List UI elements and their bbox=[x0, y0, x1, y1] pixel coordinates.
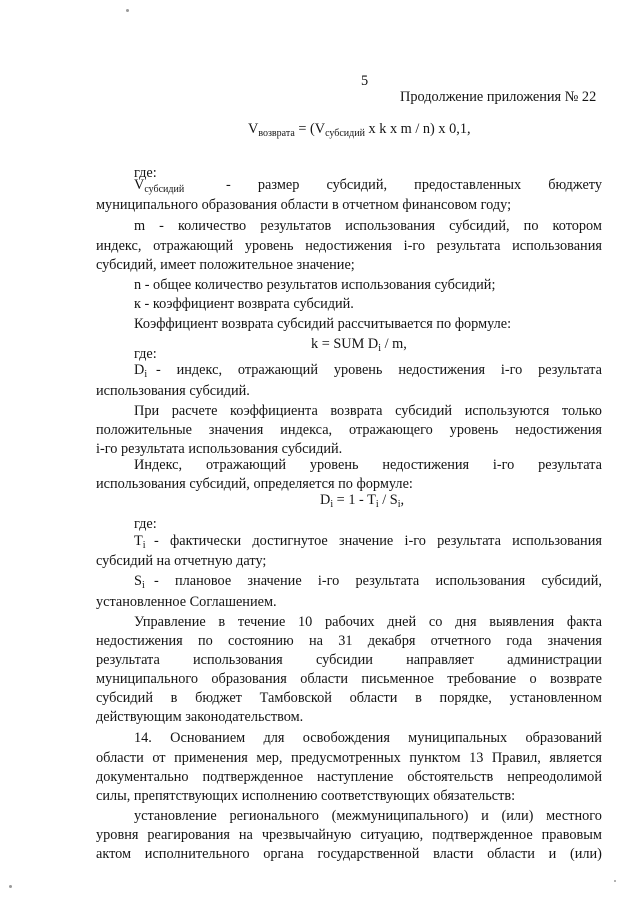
s-symbol-letter: S bbox=[134, 573, 142, 589]
word: выявления bbox=[489, 614, 555, 630]
word: 10 bbox=[298, 614, 313, 630]
word: непреодолимой bbox=[507, 769, 602, 785]
m-definition-line3: субсидий, имеет положительное значение; bbox=[96, 257, 355, 273]
word: расчете bbox=[171, 403, 218, 419]
word: достигнутое bbox=[252, 533, 328, 549]
d-definition-line2: использования субсидий. bbox=[96, 383, 250, 399]
formula-d-sub: i bbox=[397, 499, 401, 510]
positive-para-line1 bbox=[134, 403, 602, 420]
word: результатов bbox=[260, 218, 332, 234]
word: обстоятельств bbox=[407, 769, 494, 785]
word: муниципального bbox=[96, 671, 199, 687]
formula-d-part: , bbox=[400, 492, 405, 508]
word: недостижения bbox=[398, 362, 486, 378]
word: значение bbox=[339, 533, 394, 549]
positive-para-line3: i-го результата использования субсидий. bbox=[96, 441, 343, 457]
word: (или) bbox=[501, 808, 534, 824]
word: порядке, bbox=[439, 690, 492, 706]
word: положительные bbox=[96, 422, 192, 438]
t-symbol-letter: T bbox=[134, 533, 143, 549]
word: плановое bbox=[174, 573, 232, 589]
word: органа bbox=[263, 846, 304, 862]
v-symbol-letter: V bbox=[134, 177, 145, 193]
word: установление bbox=[134, 808, 217, 824]
word: предусмотренных bbox=[291, 750, 401, 766]
word: администрации bbox=[507, 652, 602, 668]
word: - bbox=[154, 573, 159, 589]
word: применения bbox=[174, 750, 248, 766]
regional-para-line2 bbox=[96, 827, 602, 844]
t-definition-line2: субсидий на отчетную дату; bbox=[96, 553, 267, 569]
word: государственной bbox=[317, 846, 420, 862]
word: по bbox=[197, 633, 213, 649]
word: состоянию bbox=[228, 633, 294, 649]
word: недостижения bbox=[305, 238, 392, 254]
word: недостижения bbox=[96, 633, 183, 649]
word: документально bbox=[96, 769, 189, 785]
word: со bbox=[428, 614, 443, 630]
word: в bbox=[415, 690, 422, 706]
word: значения bbox=[547, 633, 602, 649]
word: направляет bbox=[406, 652, 474, 668]
formula-return-part: x k x m / n) x 0,1, bbox=[364, 121, 471, 137]
regional-para-line3 bbox=[96, 846, 602, 863]
word: Правил, bbox=[491, 750, 541, 766]
d-symbol bbox=[134, 362, 156, 379]
word: субсидий, bbox=[326, 177, 388, 193]
n-definition: n - общее количество результатов использования субсидий; bbox=[134, 277, 496, 293]
word: индекса, bbox=[280, 422, 333, 438]
word: результата bbox=[437, 533, 501, 549]
m-definition-line2 bbox=[96, 238, 602, 255]
word: факта bbox=[566, 614, 602, 630]
formula-d-part: / S bbox=[378, 492, 398, 508]
word: использования bbox=[345, 218, 436, 234]
item14-line1 bbox=[134, 730, 602, 747]
word: значения bbox=[208, 422, 264, 438]
appendix-continuation-label: Продолжение приложения № 22 bbox=[400, 89, 597, 105]
management-para-line5 bbox=[96, 690, 602, 707]
word: муниципальных bbox=[408, 730, 508, 746]
word: m bbox=[134, 218, 146, 234]
word: чрезвычайную bbox=[261, 827, 352, 843]
word: субсидий bbox=[96, 690, 153, 706]
management-para-line2 bbox=[96, 633, 602, 650]
formula-k-part: k = SUM D bbox=[311, 336, 379, 352]
word: актом bbox=[96, 846, 132, 862]
s-symbol bbox=[134, 573, 154, 590]
word: уровня bbox=[96, 827, 139, 843]
word: от bbox=[152, 750, 166, 766]
word: области bbox=[349, 690, 398, 706]
t-definition-line1 bbox=[134, 533, 602, 550]
formula-return bbox=[248, 121, 471, 138]
word: использования bbox=[193, 652, 283, 668]
word: i-го bbox=[403, 238, 425, 254]
word: области bbox=[300, 671, 348, 687]
coefficient-intro: Коэффициент возврата субсидий рассчитывается по формуле: bbox=[134, 316, 512, 332]
word: предоставленных bbox=[414, 177, 522, 193]
word: пунктом bbox=[409, 750, 461, 766]
word: для bbox=[263, 730, 285, 746]
word: по bbox=[523, 218, 539, 234]
word: - bbox=[226, 177, 231, 193]
v-symbol bbox=[134, 177, 226, 194]
word: использования bbox=[512, 238, 602, 254]
word: образования bbox=[211, 671, 287, 687]
d-definition-line1 bbox=[134, 362, 602, 379]
v-definition-words bbox=[226, 177, 602, 194]
word: - bbox=[154, 533, 159, 549]
word: является bbox=[549, 750, 602, 766]
word: субсидий bbox=[395, 403, 453, 419]
word: ситуацию, bbox=[360, 827, 424, 843]
formula-d-sub: i bbox=[330, 499, 334, 510]
v-symbol-sub: субсидий bbox=[144, 184, 185, 195]
management-para-line4 bbox=[96, 671, 602, 688]
word: подтвержденное bbox=[202, 769, 304, 785]
formula-d-sub: i bbox=[375, 499, 379, 510]
where-label: где: bbox=[134, 165, 157, 181]
s-definition-line1 bbox=[134, 573, 602, 590]
word: наступление bbox=[317, 769, 394, 785]
word: освобождения bbox=[302, 730, 390, 746]
item14-line3 bbox=[96, 769, 602, 786]
index-para-line1 bbox=[134, 457, 602, 474]
where-label: где: bbox=[134, 346, 157, 362]
word: фактически bbox=[170, 533, 242, 549]
t-symbol bbox=[134, 533, 154, 550]
word: и bbox=[481, 808, 489, 824]
word: года bbox=[506, 633, 533, 649]
word: (или) bbox=[569, 846, 602, 862]
word: рабочих bbox=[325, 614, 375, 630]
word: установленном bbox=[509, 690, 602, 706]
word: течение bbox=[237, 614, 286, 630]
word: уровень bbox=[333, 362, 383, 378]
t-definition-words bbox=[154, 533, 602, 550]
scan-speck bbox=[126, 9, 129, 12]
formula-k-part: / m, bbox=[381, 336, 407, 352]
word: отчетного bbox=[430, 633, 492, 649]
word: подтвержденное bbox=[432, 827, 533, 843]
management-para-line3 bbox=[96, 652, 602, 669]
word: возврате bbox=[550, 671, 602, 687]
word: реагирования bbox=[147, 827, 230, 843]
formula-return-part: = (V bbox=[294, 121, 326, 137]
word: возврата bbox=[330, 403, 383, 419]
word: субсидии bbox=[315, 652, 373, 668]
word: использования bbox=[512, 533, 602, 549]
word: недостижения bbox=[382, 457, 470, 473]
formula-d-part: = 1 - T bbox=[333, 492, 376, 508]
word: образований bbox=[525, 730, 602, 746]
k-definition: к - коэффициент возврата субсидий. bbox=[134, 296, 354, 312]
word: местного bbox=[546, 808, 602, 824]
word: о bbox=[529, 671, 537, 687]
word: субсидий, bbox=[449, 218, 510, 234]
word: уровень bbox=[244, 238, 294, 254]
word: Тамбовской bbox=[259, 690, 332, 706]
d-definition-words bbox=[156, 362, 602, 379]
word: коэффициента bbox=[230, 403, 318, 419]
formula-d bbox=[320, 492, 404, 509]
word: отражающий bbox=[153, 238, 234, 254]
word: требование bbox=[447, 671, 517, 687]
v-definition-line1 bbox=[134, 177, 602, 194]
m-definition-line1 bbox=[134, 218, 602, 235]
word: отражающий bbox=[237, 362, 318, 378]
word: индекс, bbox=[176, 362, 223, 378]
word: значение bbox=[247, 573, 302, 589]
word: области bbox=[487, 846, 535, 862]
formula-d-part: D bbox=[320, 492, 331, 508]
word: мер, bbox=[256, 750, 283, 766]
scan-speck bbox=[614, 880, 616, 882]
word: Индекс, bbox=[134, 457, 183, 473]
s-definition-line2: установленное Соглашением. bbox=[96, 594, 277, 610]
word: котором bbox=[552, 218, 602, 234]
index-para-line2: использования субсидий, определяется по формуле: bbox=[96, 476, 413, 492]
word: - bbox=[156, 362, 161, 378]
word: власти bbox=[433, 846, 474, 862]
regional-para-line1 bbox=[134, 808, 602, 825]
word: регионального bbox=[229, 808, 319, 824]
word: дня bbox=[455, 614, 477, 630]
word: области bbox=[96, 750, 144, 766]
word: результата bbox=[538, 362, 602, 378]
word: отражающего bbox=[349, 422, 433, 438]
word: 14. bbox=[134, 730, 152, 746]
word: результата bbox=[96, 652, 160, 668]
management-para-line6: действующим законодательством. bbox=[96, 709, 304, 725]
word: в bbox=[170, 690, 178, 706]
word: - bbox=[159, 218, 164, 234]
word: используются bbox=[464, 403, 550, 419]
word: на bbox=[308, 633, 323, 649]
word: на bbox=[238, 827, 253, 843]
v-definition-line2: муниципального образования области в отчетном финансовом году; bbox=[96, 197, 512, 213]
word: размер bbox=[257, 177, 300, 193]
word: правовым bbox=[541, 827, 602, 843]
word: результата bbox=[436, 238, 501, 254]
word: Управление bbox=[134, 614, 206, 630]
word: i-го bbox=[404, 533, 426, 549]
word: i-го bbox=[500, 362, 523, 378]
page-number: 5 bbox=[361, 73, 369, 89]
word: i-го bbox=[492, 457, 515, 473]
s-definition-words bbox=[154, 573, 602, 590]
formula-k-sub: i bbox=[378, 343, 382, 354]
d-symbol-sub: i bbox=[144, 369, 148, 380]
word: бюджет bbox=[195, 690, 242, 706]
word: субсидий, bbox=[541, 573, 602, 589]
formula-return-sub: субсидий bbox=[325, 128, 365, 139]
word: количество bbox=[177, 218, 247, 234]
word: 13 bbox=[469, 750, 484, 766]
word: (межмуниципального) bbox=[331, 808, 469, 824]
word: результата bbox=[538, 457, 602, 473]
management-para-line1 bbox=[134, 614, 602, 631]
formula-return-sub: возврата bbox=[258, 128, 295, 139]
word: i-го bbox=[317, 573, 340, 589]
word: уровень bbox=[309, 457, 359, 473]
formula-k bbox=[311, 336, 407, 353]
d-symbol-letter: D bbox=[134, 362, 145, 378]
s-symbol-sub: i bbox=[141, 580, 145, 591]
scan-speck bbox=[9, 885, 12, 888]
word: бюджету bbox=[548, 177, 602, 193]
word: 31 bbox=[338, 633, 353, 649]
word: и bbox=[548, 846, 557, 862]
word: Основанием bbox=[170, 730, 246, 746]
word: отражающий bbox=[205, 457, 287, 473]
positive-para-line2 bbox=[96, 422, 602, 439]
word: исполнительного bbox=[144, 846, 250, 862]
word: индекс, bbox=[96, 238, 142, 254]
word: недостижения bbox=[515, 422, 602, 438]
formula-return-part: V bbox=[248, 121, 259, 137]
word: дней bbox=[387, 614, 417, 630]
word: При bbox=[134, 403, 160, 419]
word: письменное bbox=[361, 671, 434, 687]
word: использования bbox=[435, 573, 526, 589]
word: только bbox=[561, 403, 602, 419]
item14-line4: силы, препятствующих исполнению соответствующих обязательств: bbox=[96, 788, 516, 804]
word: уровень bbox=[449, 422, 499, 438]
word: результата bbox=[355, 573, 420, 589]
word: декабря bbox=[367, 633, 416, 649]
where-label: где: bbox=[134, 516, 157, 532]
t-symbol-sub: i bbox=[142, 540, 146, 551]
word: в bbox=[218, 614, 226, 630]
item14-line2 bbox=[96, 750, 602, 767]
